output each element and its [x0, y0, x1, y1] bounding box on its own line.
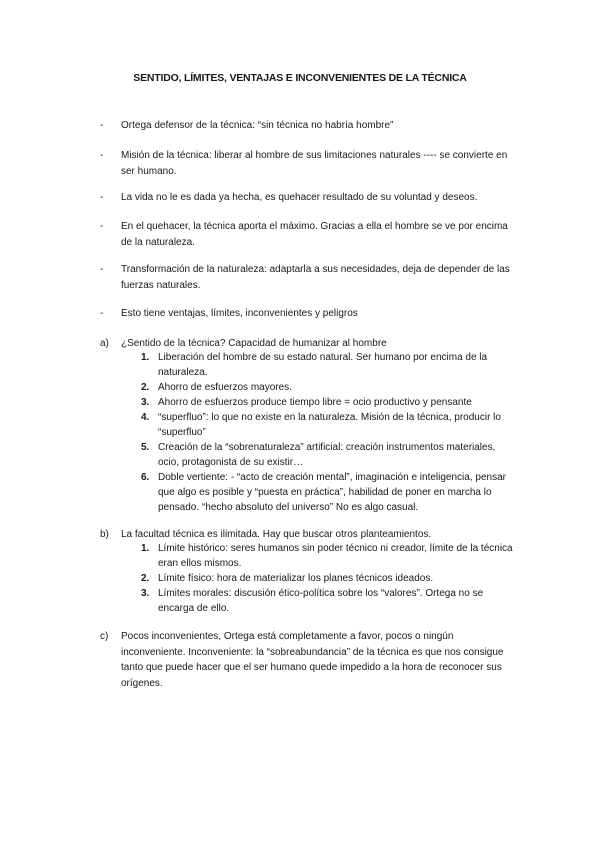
item-text: “superfluo”: lo que no existe en la naturaleza. Misión de la técnica, producir lo “superfluo” [158, 412, 501, 438]
item-text: Doble vertiente: - “acto de creación mental”, imaginación e inteligencia, pensar que algo es posible y “puesta en práctica”, habilidad de poner en marcha lo pensado. “hecho absoluto del universo” No es algo casual. [158, 472, 506, 513]
item-text: Límite histórico: seres humanos sin poder técnico ni creador, límite de la técnica eran ellos mismos. [158, 543, 513, 569]
item-number: 4. [141, 412, 150, 423]
bullet-item [100, 148, 520, 180]
list-item [136, 440, 516, 470]
section-a-list [136, 350, 516, 515]
list-item [136, 541, 516, 571]
list-item [136, 350, 516, 380]
section-marker: b) [100, 529, 109, 540]
bullet-dash: - [100, 221, 104, 232]
item-text: Ahorro de esfuerzos mayores. [158, 382, 292, 393]
bullet-text: Ortega defensor de la técnica: “sin técnica no habría hombre” [121, 120, 394, 131]
bullet-text: Esto tiene ventajas, límites, inconvenientes y peligros [121, 308, 358, 319]
section-heading: ¿Sentido de la técnica? Capacidad de humanizar al hombre [121, 338, 387, 349]
item-text: Límite físico: hora de materializar los planes técnicos ideados. [158, 573, 434, 584]
document-title: SENTIDO, LÍMITES, VENTAJAS E INCONVENIENTES DE LA TÉCNICA [133, 72, 467, 84]
bullet-item [100, 219, 520, 251]
bullet-text: Transformación de la naturaleza: adaptarla a sus necesidades, deja de depender de las fuerzas naturales. [121, 264, 510, 291]
bullet-dash: - [100, 264, 104, 275]
list-item [136, 410, 516, 440]
bullet-text: La vida no le es dada ya hecha, es quehacer resultado de su voluntad y deseos. [121, 192, 478, 203]
item-text: Límites morales: discusión ético-política sobre los “valores”. Ortega no se encarga de ello. [158, 588, 484, 614]
section-paragraph: Pocos inconvenientes, Ortega está completamente a favor, pocos o ningún inconveniente. Inconveniente: la “sobreabundancia” de la técnica es que nos consigue tanto que puede hacer que el ser humano quede impedido a la hora de reconocer sus orígenes. [121, 631, 504, 689]
bullet-dash: - [100, 120, 104, 131]
list-item [136, 586, 516, 616]
section-marker: c) [100, 631, 109, 642]
bullet-item [100, 306, 520, 322]
item-number: 6. [141, 472, 150, 483]
list-item [136, 395, 516, 410]
bullet-item [100, 118, 520, 134]
section-c [100, 629, 520, 691]
bullet-item [100, 190, 520, 206]
list-item [136, 380, 516, 395]
item-number: 1. [141, 543, 150, 554]
section-heading: La facultad técnica es ilimitada. Hay que buscar otros planteamientos. [121, 529, 432, 540]
list-item [136, 470, 516, 515]
item-text: Creación de la “sobrenaturaleza” artificial: creación instrumentos materiales, ocio, protagonista de su existir… [158, 442, 496, 468]
section-marker: a) [100, 338, 109, 349]
item-number: 5. [141, 442, 150, 453]
bullet-text: En el quehacer, la técnica aporta el máximo. Gracias a ella el hombre se ve por encima de la naturaleza. [121, 221, 508, 248]
bullet-dash: - [100, 150, 104, 161]
item-text: Ahorro de esfuerzos produce tiempo libre = ocio productivo y pensante [158, 397, 472, 408]
section-b-list [136, 541, 516, 616]
item-text: Liberación del hombre de su estado natural. Ser humano por encima de la naturaleza. [158, 352, 488, 378]
item-number: 1. [141, 352, 150, 363]
list-item [136, 571, 516, 586]
item-number: 2. [141, 573, 150, 584]
bullet-text: Misión de la técnica: liberar al hombre de sus limitaciones naturales ---- se convierte en ser humano. [121, 150, 508, 177]
bullet-dash: - [100, 308, 104, 319]
bullet-dash: - [100, 192, 104, 203]
bullet-item [100, 262, 520, 294]
item-number: 3. [141, 588, 150, 599]
item-number: 3. [141, 397, 150, 408]
item-number: 2. [141, 382, 150, 393]
